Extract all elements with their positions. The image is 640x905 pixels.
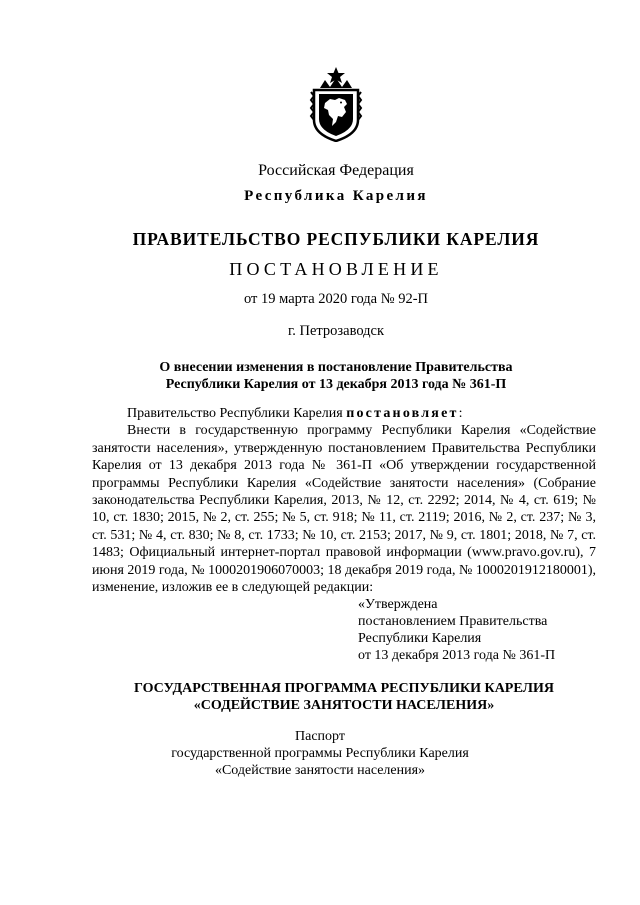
passport-line: Паспорт <box>295 729 345 744</box>
subject-line: О внесении изменения в постановление Правительства <box>159 360 513 375</box>
decree-body <box>92 405 596 596</box>
body-paragraph <box>92 405 596 422</box>
passport-line: «Содействие занятости населения» <box>214 763 426 778</box>
approval-line: от 13 декабря 2013 года № 361-П <box>358 648 556 663</box>
country-name: Российская Федерация <box>258 162 414 179</box>
approval-line: «Утверждена <box>358 597 438 612</box>
approval-line: постановлением Правительства <box>358 614 548 629</box>
city-name: г. Петрозаводск <box>287 323 385 339</box>
republic-name: Республика Карелия <box>244 188 428 204</box>
body-verb: постановляет <box>346 406 459 421</box>
body-lead: Правительство Республики Карелия <box>127 406 347 421</box>
decree-date: от 19 марта 2020 года № 92-П <box>243 291 429 307</box>
approval-line: Республики Карелия <box>358 631 482 646</box>
program-title-line: ГОСУДАРСТВЕННАЯ ПРОГРАММА РЕСПУБЛИКИ КАРЕЛИЯ <box>134 681 554 696</box>
approval-stamp <box>358 596 555 664</box>
document-type: ПОСТАНОВЛЕНИЕ <box>229 259 443 279</box>
program-title-line: «СОДЕЙСТВИЕ ЗАНЯТОСТИ НАСЕЛЕНИЯ» <box>193 698 495 713</box>
passport-heading <box>0 728 640 779</box>
decree-subject <box>0 359 640 393</box>
program-title <box>0 680 640 714</box>
karelia-coat-of-arms-icon <box>306 66 366 142</box>
passport-line: государственной программы Республики Карелия <box>171 746 469 761</box>
body-colon: : <box>458 406 463 421</box>
government-title: ПРАВИТЕЛЬСТВО РЕСПУБЛИКИ КАРЕЛИЯ <box>132 229 540 249</box>
body-paragraph: Внести в государственную программу Республики Карелия «Содействие занятости населения», утвержденную постановлением Правительства Республики Карелия от 13 декабря 2013 года № 361-П «Об утверждении государственной программы Республики Карелия «Содействие занятости населения» (Собрание законодательства Республики Карелия, 2013, № 12, ст. 2292; 2014, № 4, ст. 619; № 10, ст. 1830; 2015, № 2, ст. 255; № 5, ст. 918; № 11, ст. 2119; 2016, № 2, ст. 237; № 3, ст. 531; № 4, ст. 830; № 8, ст. 1733; № 10, ст. 2153; 2017, № 9, ст. 1801; 2018, № 7, ст. 1483; Официальный интернет-портал правовой информации (www.pravo.gov.ru), 7 июня 2019 года, № 1000201906070003; 18 декабря 2019 года, № 1000201912180001), изменение, изложив ее в следующей редакции: <box>92 423 597 596</box>
subject-line: Республики Карелия от 13 декабря 2013 года № 361-П <box>165 377 507 392</box>
